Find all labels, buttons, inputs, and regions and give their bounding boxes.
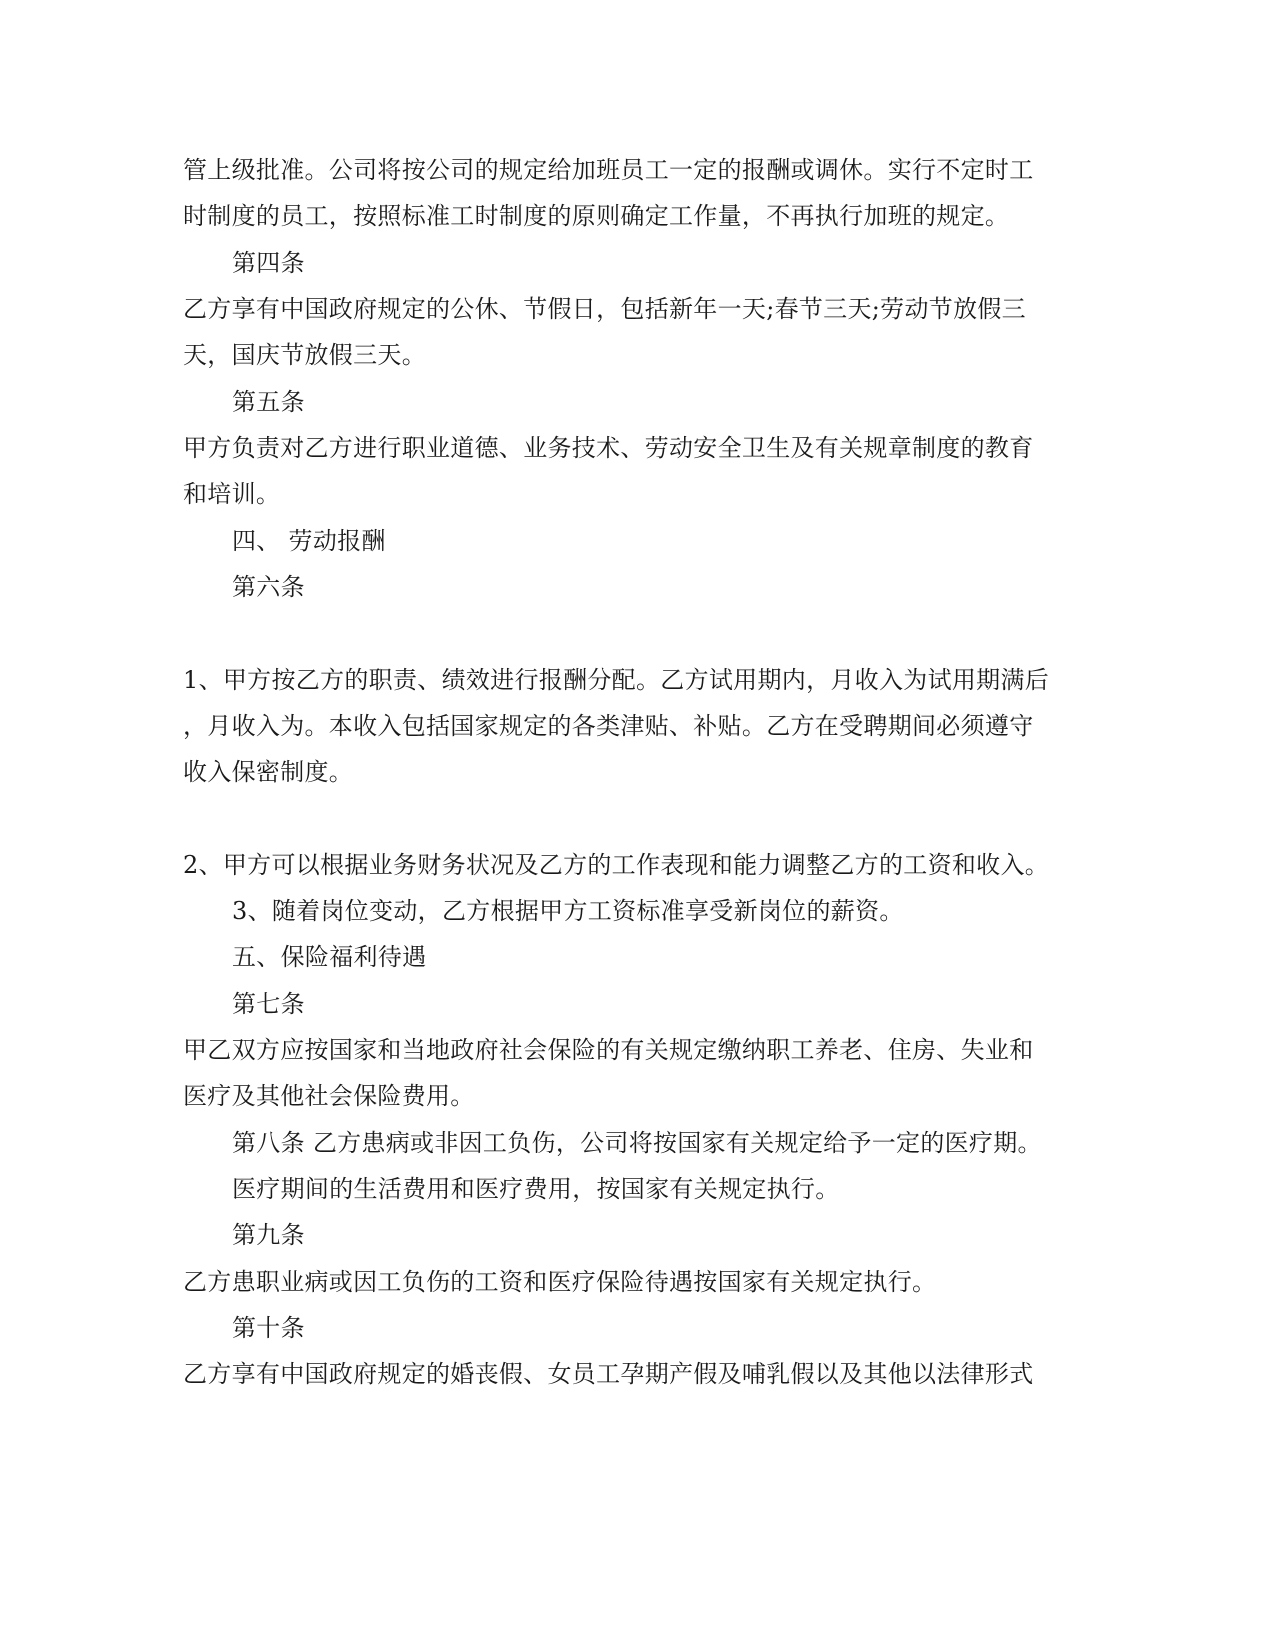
body-text-line: 医疗及其他社会保险费用。: [183, 1082, 475, 1110]
section-heading: 四、 劳动报酬: [232, 527, 386, 555]
body-text-line: 时制度的员工，按照标准工时制度的原则确定工作量，不再执行加班的规定。: [183, 202, 1010, 230]
article-heading: 第五条: [232, 388, 305, 416]
body-text-line: 甲乙双方应按国家和当地政府社会保险的有关规定缴纳职工养老、住房、失业和: [183, 1036, 1034, 1064]
body-text-line: 医疗期间的生活费用和医疗费用，按国家有关规定执行。: [232, 1175, 840, 1203]
article-heading: 第八条 乙方患病或非因工负伤，公司将按国家有关规定给予一定的医疗期。: [232, 1129, 1042, 1157]
article-heading: 第十条: [232, 1314, 305, 1342]
body-text-line: 乙方享有中国政府规定的婚丧假、女员工孕期产假及哺乳假以及其他以法律形式: [183, 1360, 1034, 1388]
body-text-line: 乙方患职业病或因工负伤的工资和医疗保险待遇按国家有关规定执行。: [183, 1268, 937, 1296]
article-heading: 第七条: [232, 990, 305, 1018]
body-text-line: 收入保密制度。: [183, 758, 354, 786]
body-text-line: 和培训。: [183, 480, 281, 508]
body-text-line: 2、甲方可以根据业务财务状况及乙方的工作表现和能力调整乙方的工资和收入。: [183, 851, 1050, 879]
body-text-line: ，月收入为。本收入包括国家规定的各类津贴、补贴。乙方在受聘期间必须遵守: [183, 712, 1034, 740]
body-text-line: 3、随着岗位变动，乙方根据甲方工资标准享受新岗位的薪资。: [232, 897, 904, 925]
section-heading: 五、保险福利待遇: [232, 943, 427, 971]
article-heading: 第六条: [232, 573, 305, 601]
article-heading: 第九条: [232, 1221, 305, 1249]
body-text-line: 乙方享有中国政府规定的公休、节假日，包括新年一天;春节三天;劳动节放假三: [183, 295, 1026, 323]
body-text-line: 天，国庆节放假三天。: [183, 341, 426, 369]
article-heading: 第四条: [232, 249, 305, 277]
body-text-line: 甲方负责对乙方进行职业道德、业务技术、劳动安全卫生及有关规章制度的教育: [183, 434, 1034, 462]
body-text-line: 1、甲方按乙方的职责、绩效进行报酬分配。乙方试用期内，月收入为试用期满后: [183, 666, 1050, 694]
body-text-line: 管上级批准。公司将按公司的规定给加班员工一定的报酬或调休。实行不定时工: [183, 156, 1034, 184]
